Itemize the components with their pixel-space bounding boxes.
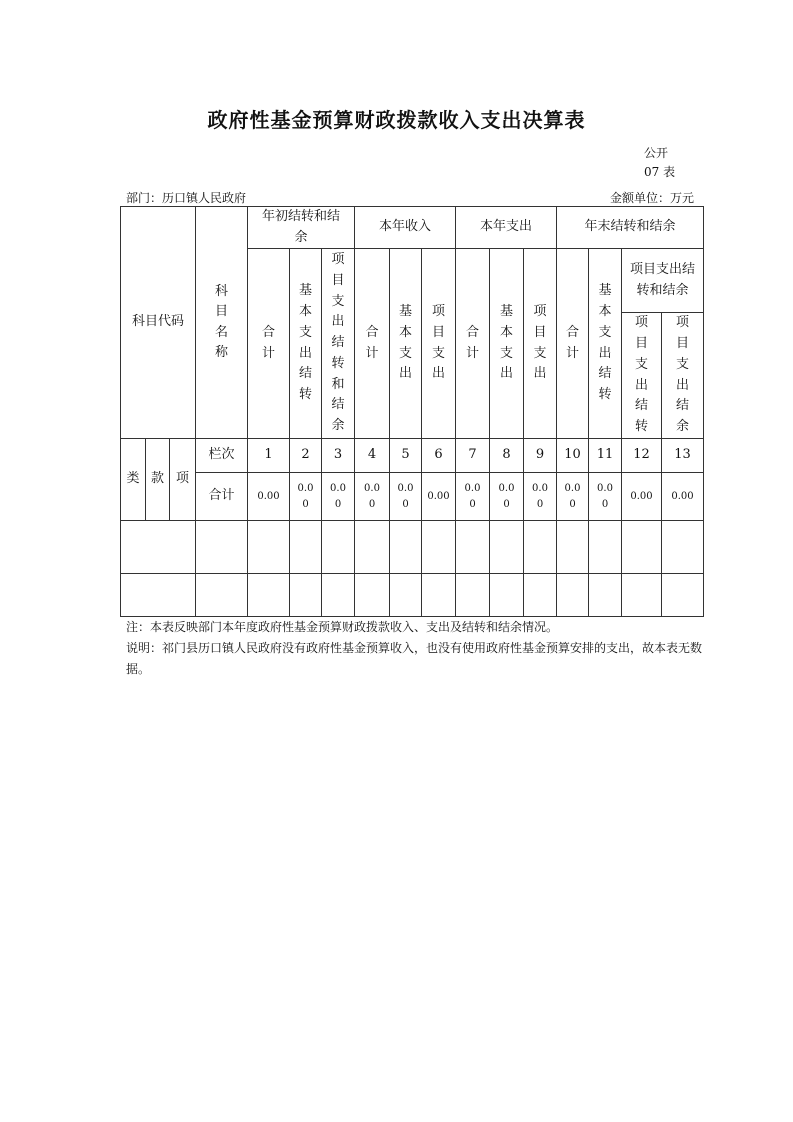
department-label: 部门：历口镇人民政府	[126, 191, 247, 205]
table-explanation: 说明：祁门县历口镇人民政府没有政府性基金预算收入，也没有使用政府性基金预算安排的支出，故本表无数据。	[126, 641, 703, 676]
column-number: 6	[422, 439, 456, 473]
header-subject-name: 科目名称	[196, 207, 248, 439]
budget-table	[120, 206, 704, 617]
header-expense-total: 合计	[456, 249, 490, 439]
total-value: 0.00	[622, 473, 662, 521]
total-value: 0.00	[355, 473, 390, 521]
header-group-end: 年末结转和结余	[557, 207, 704, 249]
total-value: 0.00	[248, 473, 290, 521]
column-number: 4	[355, 439, 390, 473]
page-title: 政府性基金预算财政拨款收入支出决算表	[207, 108, 586, 132]
header-end-project-carry: 项目支出结转	[622, 313, 662, 439]
header-group-expense: 本年支出	[456, 207, 557, 249]
total-value: 0.00	[557, 473, 589, 521]
header-category-xiang: 项	[170, 439, 196, 521]
header-income-total: 合计	[355, 249, 390, 439]
header-group-income: 本年收入	[355, 207, 456, 249]
table-number-label: 07 表	[644, 165, 676, 179]
header-group-begin: 年初结转和结余	[248, 207, 355, 249]
header-expense-basic: 基本支出	[490, 249, 524, 439]
header-begin-total: 合计	[248, 249, 290, 439]
column-number: 9	[524, 439, 557, 473]
column-number: 7	[456, 439, 490, 473]
column-number: 5	[390, 439, 422, 473]
header-end-project-balance: 项目支出结余	[662, 313, 704, 439]
header-income-project: 项目支出	[422, 249, 456, 439]
total-value: 0.00	[422, 473, 456, 521]
header-end-total: 合计	[557, 249, 589, 439]
header-expense-project: 项目支出	[524, 249, 557, 439]
header-category-lei: 类	[121, 439, 146, 521]
total-value: 0.00	[490, 473, 524, 521]
empty-row	[121, 521, 704, 574]
column-number: 2	[290, 439, 322, 473]
public-label: 公开	[644, 146, 669, 160]
column-number: 11	[589, 439, 622, 473]
total-value: 0.00	[589, 473, 622, 521]
header-income-basic: 基本支出	[390, 249, 422, 439]
table-note: 注：本表反映部门本年度政府性基金预算财政拨款收入、支出及结转和结余情况。	[126, 620, 559, 634]
column-number: 8	[490, 439, 524, 473]
header-end-project-carry-balance: 项目支出结转和结余	[622, 249, 704, 313]
total-value: 0.00	[524, 473, 557, 521]
header-begin-basic-carry: 基本支出结转	[290, 249, 322, 439]
column-number: 10	[557, 439, 589, 473]
header-begin-project-carry-balance: 项目支出结转和结余	[322, 249, 355, 439]
column-number: 1	[248, 439, 290, 473]
row-total-label: 合计	[196, 473, 248, 521]
column-number: 12	[622, 439, 662, 473]
column-number: 13	[662, 439, 704, 473]
total-value: 0.00	[290, 473, 322, 521]
unit-label: 金额单位：万元	[610, 191, 695, 205]
header-category-kuan: 款	[146, 439, 170, 521]
row-lanci-label: 栏次	[196, 439, 248, 473]
total-value: 0.00	[662, 473, 704, 521]
total-value: 0.00	[322, 473, 355, 521]
empty-row	[121, 574, 704, 617]
total-value: 0.00	[390, 473, 422, 521]
header-end-basic-carry: 基本支出结转	[589, 249, 622, 439]
column-number: 3	[322, 439, 355, 473]
total-value: 0.00	[456, 473, 490, 521]
header-subject-code: 科目代码	[121, 207, 196, 439]
